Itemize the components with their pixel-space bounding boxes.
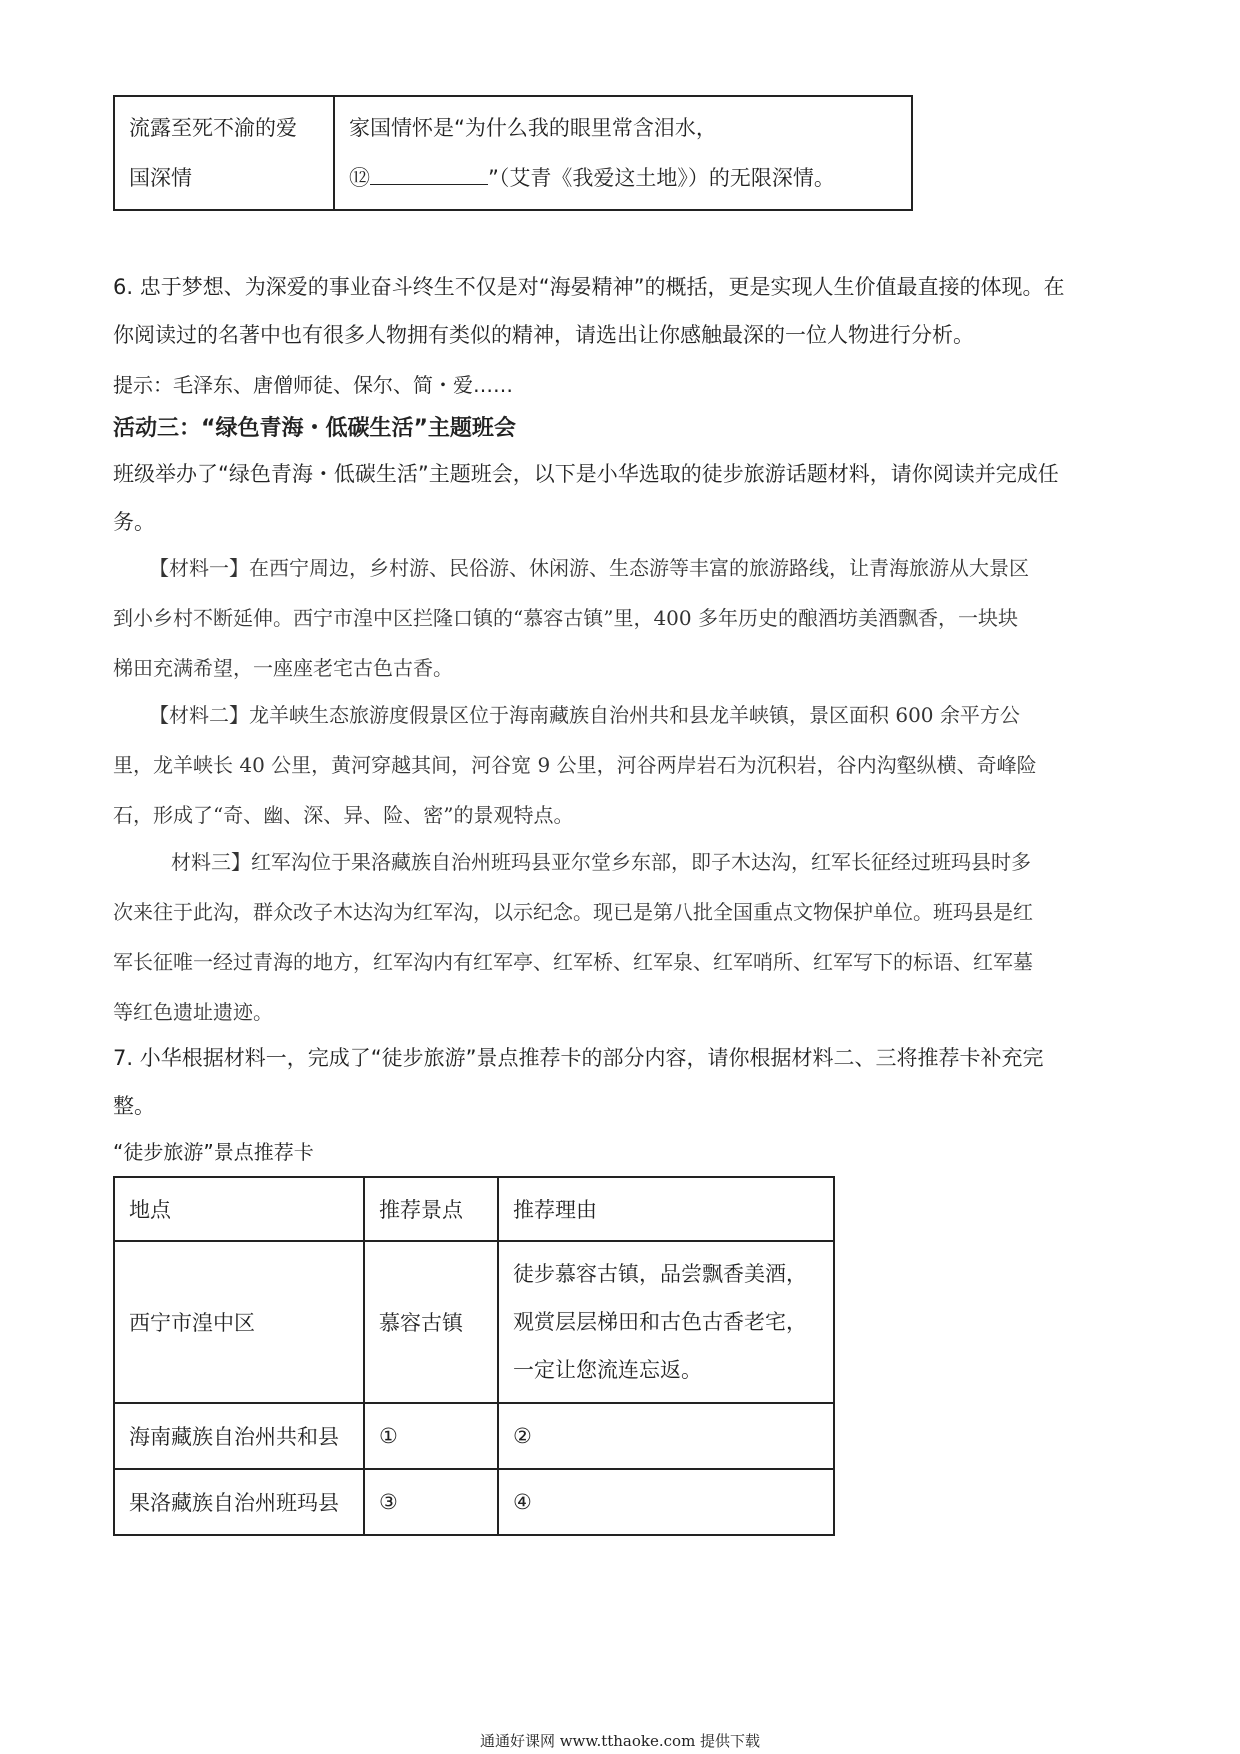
q6-line2: 你阅读过的名著中也有很多人物拥有类似的精神，请选出让你感触最深的一位人物进行分析。 <box>113 323 974 347</box>
table-row <box>114 1241 834 1403</box>
material2-line1: 【材料二】龙羊峡生态旅游度假景区位于海南藏族自治州共和县龙羊峡镇，景区面积 600 余平方公 <box>149 703 1020 727</box>
row1-spot: 慕容古镇 <box>364 1241 498 1403</box>
material2-line3: 石，形成了“奇、幽、深、异、险、密”的景观特点。 <box>113 803 574 827</box>
header-spot: 推荐景点 <box>364 1177 498 1241</box>
material1-line2: 到小乡村不断延伸。西宁市湟中区拦隆口镇的“慕容古镇”里，400 多年历史的酿酒坊美酒飘香，一块块 <box>113 606 1018 630</box>
table-row <box>114 1403 834 1469</box>
card-title: “徒步旅游”景点推荐卡 <box>113 1140 314 1164</box>
material-3 <box>113 837 1033 1037</box>
material2-line2: 里，龙羊峡长 40 公里，黄河穿越其间，河谷宽 9 公里，河谷两岸岩石为沉积岩，谷内沟壑纵横、奇峰险 <box>113 753 1037 777</box>
row2-reason-blank[interactable]: ② <box>498 1403 834 1469</box>
material-2 <box>113 690 1037 840</box>
question-6 <box>113 263 1064 359</box>
q6-hint: 提示：毛泽东、唐僧师徒、保尔、简・爱…… <box>113 373 513 397</box>
table-row <box>114 1469 834 1535</box>
row1-place: 西宁市湟中区 <box>114 1241 364 1403</box>
top-table <box>113 95 913 211</box>
top-table-right-line2 <box>349 153 897 203</box>
activity3-heading: 活动三：“绿色青海・低碳生活”主题班会 <box>113 416 516 441</box>
row3-reason-blank[interactable]: ④ <box>498 1469 834 1535</box>
row3-place: 果洛藏族自治州班玛县 <box>114 1469 364 1535</box>
material3-line3: 军长征唯一经过青海的地方，红军沟内有红军亭、红军桥、红军泉、红军哨所、红军写下的标语、红军墓 <box>113 950 1033 974</box>
header-place: 地点 <box>114 1177 364 1241</box>
row2-place: 海南藏族自治州共和县 <box>114 1403 364 1469</box>
top-table-left-line1: 流露至死不渝的爱 <box>129 116 297 140</box>
material3-line2: 次来往于此沟，群众改子木达沟为红军沟，以示纪念。现已是第八批全国重点文物保护单位。班玛县是红 <box>113 900 1033 924</box>
activity3-intro <box>113 450 1059 546</box>
question-7 <box>113 1034 1043 1130</box>
material-1 <box>113 543 1029 693</box>
header-reason: 推荐理由 <box>498 1177 834 1241</box>
activity3-intro-line1: 班级举办了“绿色青海・低碳生活”主题班会，以下是小华选取的徒步旅游话题材料，请你阅读并完成任 <box>113 462 1059 486</box>
recommendation-card-table <box>113 1176 835 1536</box>
material1-line3: 梯田充满希望，一座座老宅古色古香。 <box>113 656 453 680</box>
top-table-left-cell <box>114 96 334 210</box>
material1-line1: 【材料一】在西宁周边，乡村游、民俗游、休闲游、生态游等丰富的旅游路线，让青海旅游从大景区 <box>149 556 1029 580</box>
top-table-right-line1: 家国情怀是“为什么我的眼里常含泪水， <box>349 116 717 140</box>
top-table-left-line2: 国深情 <box>129 166 192 190</box>
q7-line2: 整。 <box>113 1094 155 1118</box>
row1-reason <box>498 1241 834 1403</box>
row1-reason-line2: 观赏层层梯田和古色古香老宅， <box>513 1310 807 1334</box>
top-table-right-cell <box>334 96 912 210</box>
blank-marker-12: ⑫ <box>349 166 370 190</box>
material3-line4: 等红色遗址遗迹。 <box>113 1000 273 1024</box>
fill-blank-12[interactable] <box>370 162 488 185</box>
activity3-intro-line2: 务。 <box>113 510 155 534</box>
top-table-right-line2-tail: ”（艾青《我爱这土地》）的无限深情。 <box>488 166 835 190</box>
q6-line1: 6. 忠于梦想、为深爱的事业奋斗终生不仅是对“海晏精神”的概括，更是实现人生价值最直接的体现。在 <box>113 275 1065 299</box>
page-footer: 通通好课网 www.tthaoke.com 提供下载 <box>479 1732 761 1750</box>
table-header-row <box>114 1177 834 1241</box>
row1-reason-line3: 一定让您流连忘返。 <box>513 1358 702 1382</box>
row3-spot-blank[interactable]: ③ <box>364 1469 498 1535</box>
q7-line1: 7. 小华根据材料一，完成了“徒步旅游”景点推荐卡的部分内容，请你根据材料二、三将推荐卡补充完 <box>113 1046 1044 1070</box>
row2-spot-blank[interactable]: ① <box>364 1403 498 1469</box>
material3-line1: 材料三】红军沟位于果洛藏族自治州班玛县亚尔堂乡东部，即子木达沟，红军长征经过班玛县时多 <box>171 850 1031 874</box>
row1-reason-line1: 徒步慕容古镇，品尝飘香美酒， <box>513 1262 807 1286</box>
